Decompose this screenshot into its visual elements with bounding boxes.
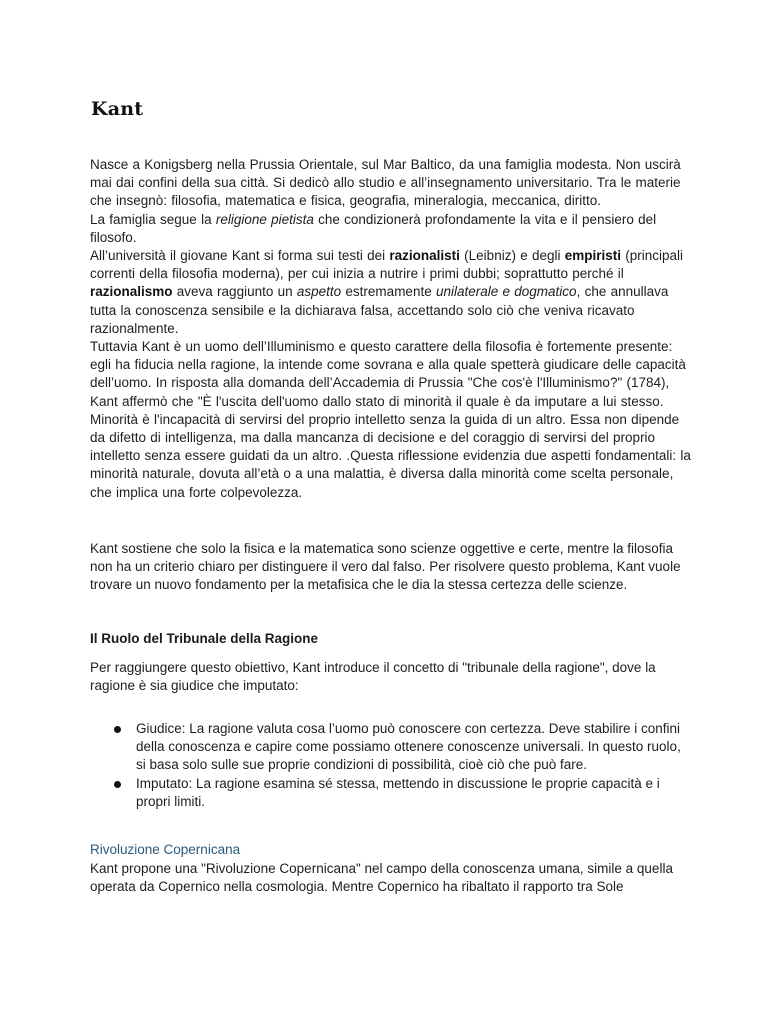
intro-sentence-3c: (principali correnti della filosofia moderna), per cui inizia a nutrire i primi dubbi; soprattutto perché il [90,248,684,282]
intro-italic-religione: religione pietista [215,211,314,227]
intro-sentence-3e: estremamente [341,284,436,300]
intro-paragraph [90,156,692,502]
intro-sentence-3f: , che annullava tutta la conoscenza sensibile e la dichiarava falsa, accettando solo ciò che veniva ricavato razionalmente. [90,284,669,336]
intro-italic-aspetto: aspetto [296,284,342,300]
intro-sentence-2b: che condizionerà profondamente la vita e il pensiero del filosofo. [90,211,657,245]
intro-bold-razionalismo: razionalismo [90,284,173,300]
bullet-dot-icon [114,726,121,733]
intro-sentence-3b: (Leibniz) e degli [459,248,565,264]
bullet-list [90,720,690,811]
list-item [90,775,690,811]
intro-sentence-4: Tuttavia Kant è un uomo dell’Illuminismo e questo carattere della filosofia è fortemente presente: egli ha fiducia nella ragione, la intende come sovrana e alla quale spetterà giudicare delle capacità dell’uomo. In risposta alla domanda dell’Accademia di Prussia "Che cos'è l'Illuminismo?" (1784), Kant affermò che "È l'uscita dell'uomo dallo stato di minorità il quale è da imputare a lui stesso. Minorità è l'incapacità di servirsi del proprio intelletto senza la guida di un altro. Essa non dipende da difetto di intelligenza, ma dalla mancanza di decisione e del coraggio di servirsi del proprio intelletto senza essere guidati da un altro. .Questa riflessione evidenzia due aspetti fondamentali: la minorità naturale, dovuta all’età o a una malattia, è diversa dalla minorità come scelta personale, che implica una forte colpevolezza. [90,339,691,500]
intro-sentence-3d: aveva raggiunto un [172,284,297,300]
sub-heading-rivoluzione: Rivoluzione Copernicana [90,842,241,857]
bullet-text-giudice: Giudice: La ragione valuta cosa l’uomo può conoscere con certezza. Deve stabilire i confini della conoscenza e capire come possiamo ottenere conoscenze universali. In questo ruolo, si basa solo sulle sue proprie condizioni di possibilità, cioè ciò che può fare. [136,721,681,773]
page-title: Kant [91,98,144,120]
paragraph-rivoluzione: Kant propone una "Rivoluzione Copernicana" nel campo della conoscenza umana, simile a quella operata da Copernico nella cosmologia. Mentre Copernico ha ribaltato il rapporto tra Sole [90,861,673,895]
section-heading-tribunale: Il Ruolo del Tribunale della Ragione [90,631,319,646]
paragraph-scienze: Kant sostiene che solo la fisica e la matematica sono scienze oggettive e certe, mentre la filosofia non ha un criterio chiaro per distinguere il vero dal falso. Per risolvere questo problema, Kant vuole trovare un nuovo fondamento per la metafisica che le dia la stessa certezza delle scienze. [90,541,681,593]
intro-sentence-2a: La famiglia segue la [90,211,216,227]
list-item [90,720,690,775]
intro-sentence-3a: All’università il giovane Kant si forma sui testi dei [90,248,390,264]
intro-bold-empiristi: empiristi [564,248,622,264]
bullet-text-imputato: Imputato: La ragione esamina sé stessa, mettendo in discussione le proprie capacità e i propri limiti. [136,775,660,809]
paragraph-tribunale: Per raggiungere questo obiettivo, Kant introduce il concetto di "tribunale della ragione", dove la ragione è sia giudice che imputato: [90,660,656,694]
intro-italic-unilaterale: unilaterale e dogmatico [435,284,577,300]
intro-bold-razionalisti: razionalisti [389,248,460,264]
intro-sentence-1: Nasce a Konigsberg nella Prussia Orientale, sul Mar Baltico, da una famiglia modesta. Non uscirà mai dai confini della sua città. Si dedicò allo studio e all’insegnamento universitario. Tra le materie che insegnò: filosofia, matematica e fisica, geografia, mineralogia, meccanica, diritto. [90,157,681,209]
bullet-dot-icon [114,781,121,788]
